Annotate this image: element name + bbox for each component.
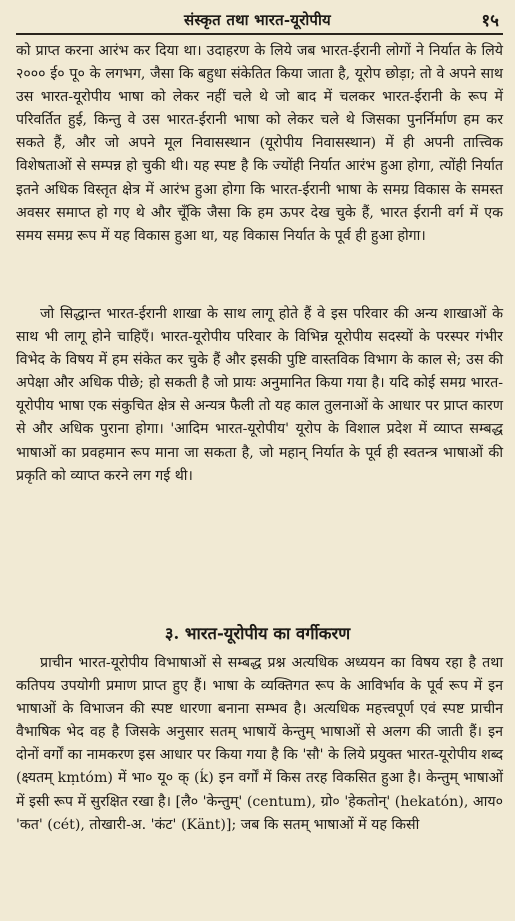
paragraph-2: जो सिद्धान्त भारत-ईरानी शाखा के साथ लागू होते हैं वे इस परिवार की अन्य शाखाओं के साथ भी लागू होने चाहिएँ। भारत-यूरोपीय परिवार के विभिन्न यूरोपीय सदस्यों के परस्पर गंभीर विभेद के विषय में हम संकेत कर चुके हैं और इसकी पुष्टि वास्तविक विभाग के काल से; उस की अपेक्षा और अधिक पीछे; हो सकती है जो प्रायः अनुमानित किया गया है। यदि कोई समग्र भारत-यूरोपीय भाषा एक संकुचित क्षेत्र से अन्यत्र फैली तो यह काल तुलनाओं के आधार पर प्राप्त कारण से और अधिक पुराना होगा। 'आदिम भारत-यूरोपीय' यूरोप के विशाल प्रदेश में व्याप्त सम्बद्ध भाषाओं का प्रवहमान रूप माना जा सकता है, जो महान् निर्यात के पूर्व ही स्वतन्त्र भाषाओं की प्रकृति को व्याप्त करने लग गई थी। [16, 306, 503, 484]
running-head: संस्कृत तथा भारत-यूरोपीय [184, 11, 331, 29]
header-rule [16, 33, 503, 35]
paragraph-3: प्राचीन भारत-यूरोपीय विभाषाओं से सम्बद्ध प्रश्न अत्यधिक अध्ययन का विषय रहा है तथा कतिपय उपयोगी प्रमाण प्राप्त हुए हैं। भाषा के व्यक्तिगत रूप के आविर्भाव के पूर्व रूप में इन भाषाओं के विभाजन की स्पष्ट धारणा बनाना सम्भव है। अत्यधिक महत्त्वपूर्ण एवं स्पष्ट प्राचीन वैभाषिक भेद वह है जिसके अनुसार सतम् भाषायें केन्तुम् भाषाओं से अलग की जाती हैं। इन दोनों वर्गों का नामकरण इस आधार पर किया गया है कि 'सौ' के लिये प्रयुक्त भारत-यूरोपीय शब्द (क्ष्यतम् kṃtóm) में भा० यू० क् (ḱ) इन वर्गों में किस तरह विकसित हुआ है। केन्तुम् भाषाओं में इसी रूप में सुरक्षित रखा है। [लै० 'केन्तुम्' (centum), ग्रो० 'हेकतोन्' (hekatón), आय० 'कत' (cét), तोखारी-अ. 'कंट' (Känt)]; जब कि सतम् भाषाओं में यह किसी [16, 655, 503, 833]
section-heading: ३. भारत-यूरोपीय का वर्गीकरण [164, 624, 351, 643]
page-header [0, 6, 515, 34]
page-number: १५ [481, 11, 499, 31]
paragraph-1: को प्राप्त करना आरंभ कर दिया था। उदाहरण के लिये जब भारत-ईरानी लोगों ने निर्यात के लिये २००० ई० पू० के लगभग, जैसा कि बहुधा संकेतित किया जाता है, यूरोप छोड़ा; तो वे अपने साथ उस भारत-यूरोपीय भाषा को लेकर नहीं चले थे जो बाद में चलकर भारत-ईरानी के रूप में परिवर्तित हुई, किन्तु वे उस भारत-ईरानी भाषा को लेकर चले थे जिसका पुनर्निर्माण हम कर सकते हैं, और जो अपने मूल निवासस्थान (यूरोपीय निवासस्थान) में ही अपनी तात्त्विक विशेषताओं से सम्पन्न हो चुकी थी। यह स्पष्ट है कि ज्योंही निर्यात आरंभ हुआ होगा, त्योंही निर्यात इतने अधिक विस्तृत क्षेत्र में आरंभ हुआ होगा कि भारत-ईरानी भाषा के समग्र विकास के समस्त अवसर समाप्त हो गए थे और चूँकि जैसा कि हम ऊपर देख चुके हैं, भारत ईरानी वर्ग में एक समय समग्र रूप में यह विकास हुआ था, यह विकास निर्यात के पूर्व ही हुआ होगा। [16, 43, 503, 244]
